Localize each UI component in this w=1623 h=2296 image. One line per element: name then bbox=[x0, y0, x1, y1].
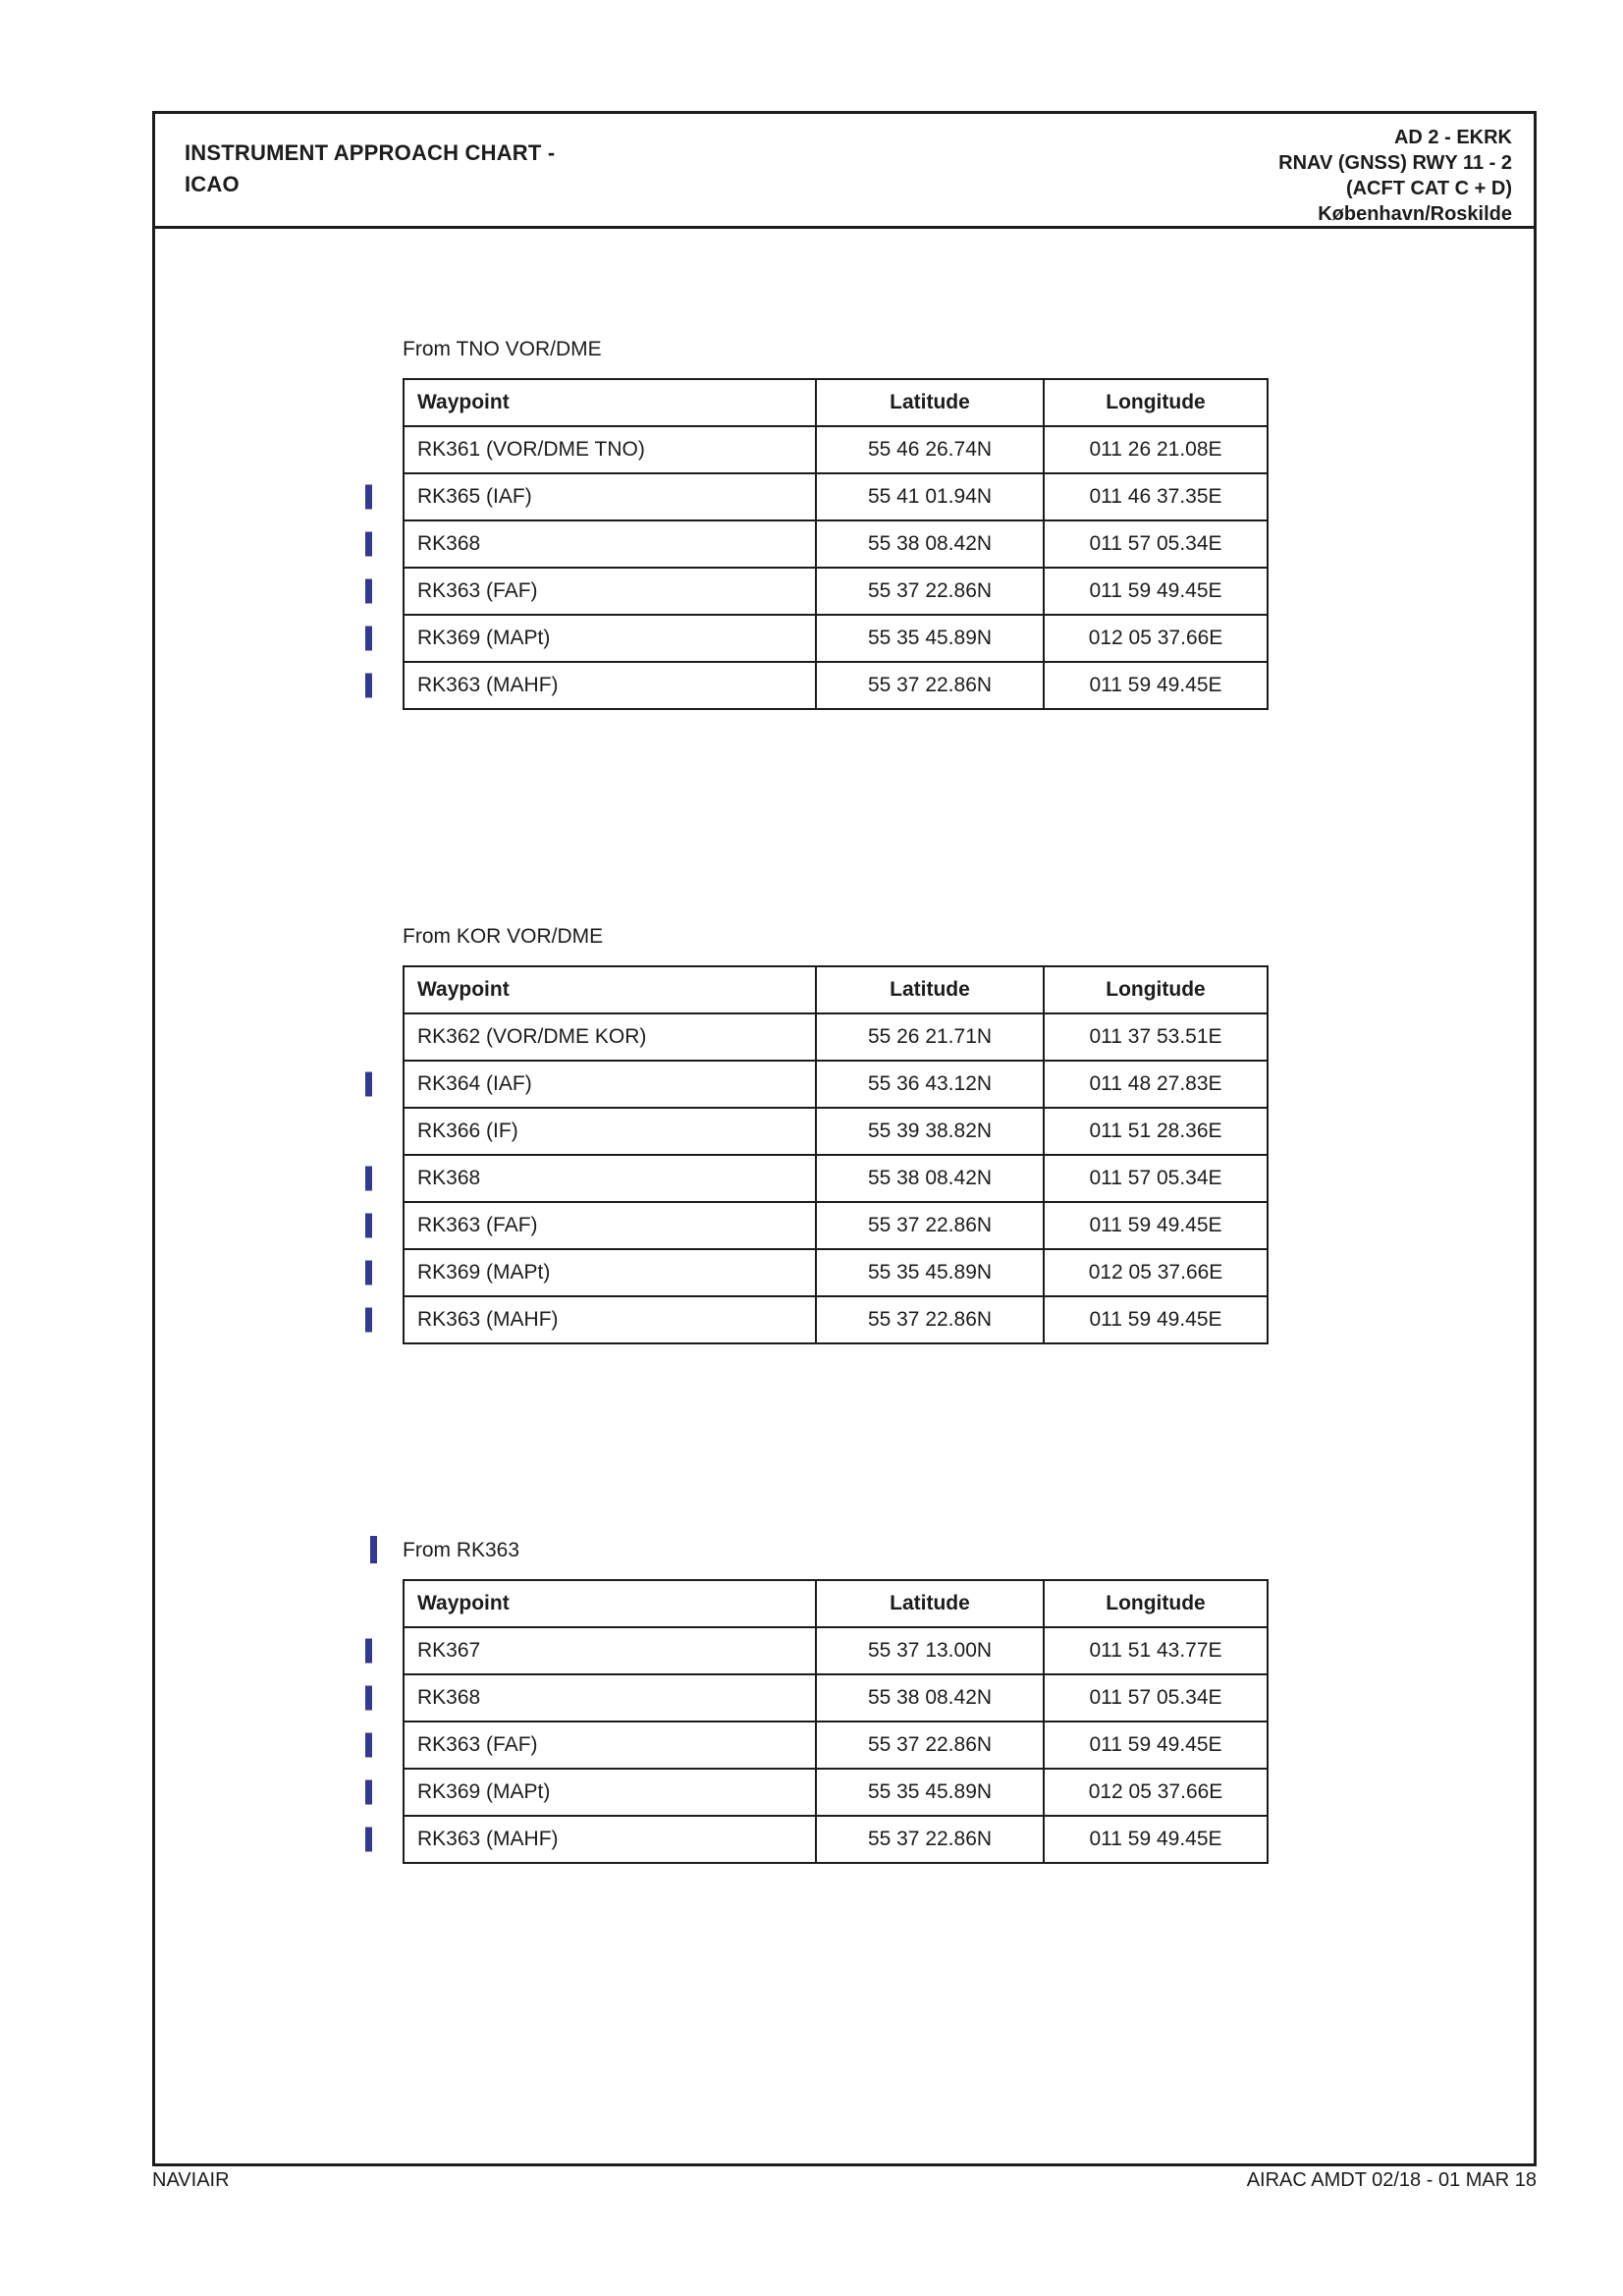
waypoint-cell: RK362 (VOR/DME KOR) bbox=[404, 1013, 816, 1061]
change-bar bbox=[365, 1780, 372, 1805]
change-bar bbox=[365, 674, 372, 698]
chart-identification bbox=[1278, 114, 1512, 227]
waypoint-table bbox=[403, 965, 1269, 1344]
table-header-row bbox=[404, 1580, 1268, 1627]
table-row bbox=[404, 1722, 1268, 1769]
waypoint-section-kor bbox=[403, 924, 1267, 1344]
table-row bbox=[404, 473, 1268, 520]
column-header-latitude: Latitude bbox=[816, 379, 1044, 426]
column-header-waypoint: Waypoint bbox=[404, 966, 816, 1013]
column-header-longitude: Longitude bbox=[1044, 1580, 1268, 1627]
longitude-cell: 011 59 49.45E bbox=[1044, 1816, 1268, 1863]
longitude-cell: 011 37 53.51E bbox=[1044, 1013, 1268, 1061]
column-header-waypoint: Waypoint bbox=[404, 379, 816, 426]
table-row bbox=[404, 1296, 1268, 1343]
longitude-cell: 011 59 49.45E bbox=[1044, 662, 1268, 709]
waypoint-cell: RK363 (MAHF) bbox=[404, 662, 816, 709]
latitude-cell: 55 37 22.86N bbox=[816, 1202, 1044, 1249]
change-bar bbox=[365, 1072, 372, 1097]
procedure-title: RNAV (GNSS) RWY 11 - 2 bbox=[1278, 152, 1512, 174]
table-row bbox=[404, 1816, 1268, 1863]
amendment-date: AIRAC AMDT 02/18 - 01 MAR 18 bbox=[1246, 2169, 1537, 2191]
section-heading-text: From KOR VOR/DME bbox=[403, 925, 604, 948]
waypoint-cell: RK363 (MAHF) bbox=[404, 1296, 816, 1343]
latitude-cell: 55 37 22.86N bbox=[816, 1816, 1044, 1863]
document-footer bbox=[152, 2168, 1537, 2192]
section-heading-text: From RK363 bbox=[403, 1539, 520, 1561]
waypoint-cell: RK363 (FAF) bbox=[404, 568, 816, 615]
section-heading bbox=[403, 1538, 1267, 1563]
latitude-cell: 55 36 43.12N bbox=[816, 1061, 1044, 1108]
latitude-cell: 55 41 01.94N bbox=[816, 473, 1044, 520]
latitude-cell: 55 35 45.89N bbox=[816, 1769, 1044, 1816]
change-bar bbox=[365, 627, 372, 651]
latitude-cell: 55 37 22.86N bbox=[816, 1296, 1044, 1343]
waypoint-table bbox=[403, 1579, 1269, 1864]
table-row bbox=[404, 1627, 1268, 1674]
waypoint-cell: RK364 (IAF) bbox=[404, 1061, 816, 1108]
longitude-cell: 011 46 37.35E bbox=[1044, 473, 1268, 520]
change-bar bbox=[365, 1639, 372, 1664]
latitude-cell: 55 38 08.42N bbox=[816, 520, 1044, 568]
waypoint-cell: RK369 (MAPt) bbox=[404, 1769, 816, 1816]
change-bar bbox=[365, 1308, 372, 1333]
change-bar bbox=[365, 1733, 372, 1758]
waypoint-cell: RK363 (FAF) bbox=[404, 1202, 816, 1249]
change-bar bbox=[365, 1167, 372, 1191]
longitude-cell: 011 57 05.34E bbox=[1044, 520, 1268, 568]
table-row bbox=[404, 568, 1268, 615]
change-bar bbox=[365, 485, 372, 510]
latitude-cell: 55 38 08.42N bbox=[816, 1155, 1044, 1202]
latitude-cell: 55 39 38.82N bbox=[816, 1108, 1044, 1155]
column-header-longitude: Longitude bbox=[1044, 379, 1268, 426]
longitude-cell: 011 51 43.77E bbox=[1044, 1627, 1268, 1674]
change-bar bbox=[365, 579, 372, 604]
document-title-line1: INSTRUMENT APPROACH CHART - bbox=[185, 140, 556, 165]
aircraft-category: (ACFT CAT C + D) bbox=[1345, 178, 1512, 199]
longitude-cell: 011 59 49.45E bbox=[1044, 1296, 1268, 1343]
table-row bbox=[404, 426, 1268, 473]
waypoint-table bbox=[403, 378, 1269, 710]
table-header-row bbox=[404, 379, 1268, 426]
longitude-cell: 011 48 27.83E bbox=[1044, 1061, 1268, 1108]
aerodrome-code: AD 2 - EKRK bbox=[1393, 127, 1512, 148]
column-header-longitude: Longitude bbox=[1044, 966, 1268, 1013]
waypoint-section-rk363 bbox=[403, 1538, 1267, 1864]
aerodrome-name: København/Roskilde bbox=[1318, 203, 1512, 225]
table-header-row bbox=[404, 966, 1268, 1013]
latitude-cell: 55 38 08.42N bbox=[816, 1674, 1044, 1722]
change-bar bbox=[365, 1828, 372, 1852]
column-header-latitude: Latitude bbox=[816, 1580, 1044, 1627]
waypoint-cell: RK368 bbox=[404, 1155, 816, 1202]
table-row bbox=[404, 520, 1268, 568]
latitude-cell: 55 37 22.86N bbox=[816, 1722, 1044, 1769]
change-bar bbox=[365, 532, 372, 557]
waypoint-cell: RK366 (IF) bbox=[404, 1108, 816, 1155]
table-row bbox=[404, 1108, 1268, 1155]
latitude-cell: 55 46 26.74N bbox=[816, 426, 1044, 473]
waypoint-cell: RK369 (MAPt) bbox=[404, 615, 816, 662]
document-header bbox=[155, 114, 1534, 229]
latitude-cell: 55 35 45.89N bbox=[816, 615, 1044, 662]
document-title-line2: ICAO bbox=[185, 172, 240, 196]
table-row bbox=[404, 615, 1268, 662]
latitude-cell: 55 37 22.86N bbox=[816, 568, 1044, 615]
table-row bbox=[404, 1202, 1268, 1249]
waypoint-section-tno bbox=[403, 337, 1267, 710]
publisher-name: NAVIAIR bbox=[152, 2169, 230, 2191]
column-header-latitude: Latitude bbox=[816, 966, 1044, 1013]
table-row bbox=[404, 1249, 1268, 1296]
table-row bbox=[404, 1674, 1268, 1722]
change-bar bbox=[370, 1536, 377, 1563]
change-bar bbox=[365, 1686, 372, 1711]
longitude-cell: 012 05 37.66E bbox=[1044, 615, 1268, 662]
document-title bbox=[185, 114, 555, 200]
column-header-waypoint: Waypoint bbox=[404, 1580, 816, 1627]
longitude-cell: 011 26 21.08E bbox=[1044, 426, 1268, 473]
latitude-cell: 55 26 21.71N bbox=[816, 1013, 1044, 1061]
table-row bbox=[404, 1061, 1268, 1108]
table-row bbox=[404, 662, 1268, 709]
waypoint-cell: RK361 (VOR/DME TNO) bbox=[404, 426, 816, 473]
longitude-cell: 011 51 28.36E bbox=[1044, 1108, 1268, 1155]
longitude-cell: 011 59 49.45E bbox=[1044, 1722, 1268, 1769]
latitude-cell: 55 35 45.89N bbox=[816, 1249, 1044, 1296]
section-heading bbox=[403, 337, 1267, 362]
waypoint-cell: RK365 (IAF) bbox=[404, 473, 816, 520]
section-heading bbox=[403, 924, 1267, 950]
section-heading-text: From TNO VOR/DME bbox=[403, 338, 602, 360]
table-row bbox=[404, 1769, 1268, 1816]
longitude-cell: 011 57 05.34E bbox=[1044, 1674, 1268, 1722]
longitude-cell: 012 05 37.66E bbox=[1044, 1769, 1268, 1816]
change-bar bbox=[365, 1261, 372, 1285]
waypoint-cell: RK367 bbox=[404, 1627, 816, 1674]
waypoint-cell: RK368 bbox=[404, 1674, 816, 1722]
change-bar bbox=[365, 1214, 372, 1238]
longitude-cell: 011 59 49.45E bbox=[1044, 568, 1268, 615]
waypoint-cell: RK363 (FAF) bbox=[404, 1722, 816, 1769]
longitude-cell: 011 59 49.45E bbox=[1044, 1202, 1268, 1249]
latitude-cell: 55 37 22.86N bbox=[816, 662, 1044, 709]
table-row bbox=[404, 1155, 1268, 1202]
waypoint-cell: RK363 (MAHF) bbox=[404, 1816, 816, 1863]
longitude-cell: 012 05 37.66E bbox=[1044, 1249, 1268, 1296]
waypoint-cell: RK369 (MAPt) bbox=[404, 1249, 816, 1296]
longitude-cell: 011 57 05.34E bbox=[1044, 1155, 1268, 1202]
table-row bbox=[404, 1013, 1268, 1061]
waypoint-cell: RK368 bbox=[404, 520, 816, 568]
latitude-cell: 55 37 13.00N bbox=[816, 1627, 1044, 1674]
